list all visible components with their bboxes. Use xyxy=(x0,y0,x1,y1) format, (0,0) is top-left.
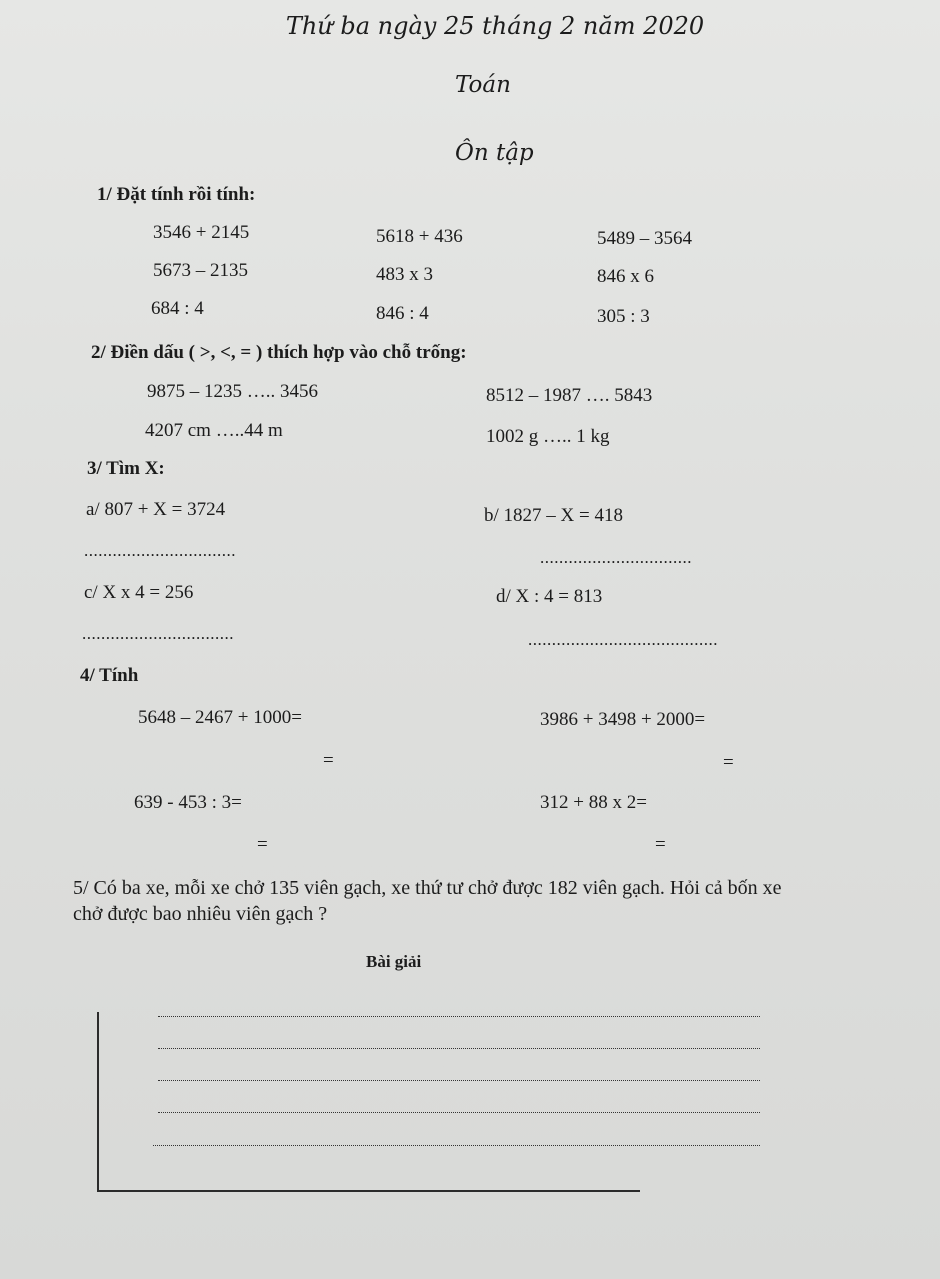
ex1-item: 684 : 4 xyxy=(151,298,204,319)
solution-line xyxy=(158,1048,760,1049)
solution-line xyxy=(158,1112,760,1113)
solution-line xyxy=(153,1145,760,1146)
equals-sign: = xyxy=(323,750,334,771)
ex3-title: 3/ Tìm X: xyxy=(87,458,165,479)
ex2-title: 2/ Điền dấu ( >, <, = ) thích hợp vào chỗ trống: xyxy=(91,342,467,363)
ex4-expr: 3986 + 3498 + 2000= xyxy=(540,709,706,730)
ex1-item: 5489 – 3564 xyxy=(597,228,692,249)
equals-sign: = xyxy=(723,752,734,773)
ex2-item: 4207 cm …..44 m xyxy=(145,420,283,441)
subject-heading: Toán xyxy=(455,72,511,98)
ex1-item: 5673 – 2135 xyxy=(153,260,248,281)
equals-sign: = xyxy=(655,834,666,855)
answer-dots: ................................ xyxy=(82,624,234,643)
ex3-b: b/ 1827 – X = 418 xyxy=(484,505,623,526)
solution-label: Bài giải xyxy=(366,952,422,971)
ex4-expr: 639 - 453 : 3= xyxy=(134,792,242,813)
ex2-item: 1002 g ….. 1 kg xyxy=(486,426,610,447)
equals-sign: = xyxy=(257,834,268,855)
solution-line xyxy=(158,1080,760,1081)
answer-dots: ................................ xyxy=(540,548,692,567)
ex5-problem-cont: chở được bao nhiêu viên gạch ? xyxy=(73,903,328,925)
date-heading: Thứ ba ngày 25 tháng 2 năm 2020 xyxy=(285,12,705,40)
ex4-expr: 312 + 88 x 2= xyxy=(540,792,647,813)
ex1-item: 3546 + 2145 xyxy=(153,222,250,243)
ex3-a: a/ 807 + X = 3724 xyxy=(86,499,226,520)
ex1-item: 483 x 3 xyxy=(376,264,433,285)
ex4-expr: 5648 – 2467 + 1000= xyxy=(138,707,302,728)
ex1-item: 5618 + 436 xyxy=(376,226,463,247)
ex5-problem: 5/ Có ba xe, mỗi xe chở 135 viên gạch, xe thứ tư chở được 182 viên gạch. Hỏi cả bốn xe xyxy=(73,877,782,899)
ex2-item: 8512 – 1987 …. 5843 xyxy=(486,385,653,406)
ex1-title: 1/ Đặt tính rồi tính: xyxy=(97,184,256,205)
ex3-d: d/ X : 4 = 813 xyxy=(496,586,603,607)
ex1-item: 846 x 6 xyxy=(597,266,654,287)
solution-box-bottom-border xyxy=(97,1190,640,1192)
ex3-c: c/ X x 4 = 256 xyxy=(84,582,194,603)
ex1-item: 846 : 4 xyxy=(376,303,429,324)
ex4-title: 4/ Tính xyxy=(80,665,139,686)
answer-dots: ................................ xyxy=(84,541,236,560)
lesson-heading: Ôn tập xyxy=(455,140,534,166)
ex1-item: 305 : 3 xyxy=(597,306,650,327)
answer-dots: ........................................ xyxy=(528,630,718,649)
solution-box-left-border xyxy=(97,1012,99,1192)
solution-line xyxy=(158,1016,760,1017)
ex2-item: 9875 – 1235 ….. 3456 xyxy=(147,381,318,402)
